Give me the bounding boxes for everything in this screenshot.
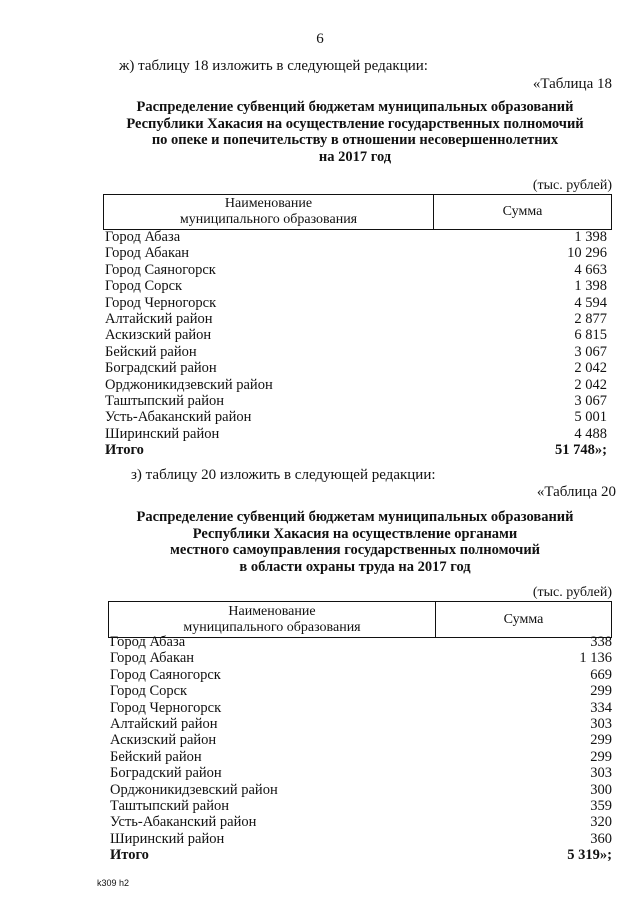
municipality-name: Бейский район [110, 748, 202, 765]
table-18-body [105, 229, 607, 458]
subvention-amount: 359 [590, 797, 612, 814]
subvention-amount: 669 [590, 666, 612, 683]
header-line: муниципального образования [183, 619, 361, 635]
table-row [110, 683, 612, 699]
subvention-amount: 320 [590, 814, 612, 831]
subvention-amount: 1 398 [574, 278, 607, 295]
table-row [110, 650, 612, 666]
subvention-amount: 2 042 [574, 376, 607, 393]
table-20-col-name-header [109, 602, 436, 637]
subvention-amount: 2 042 [574, 360, 607, 377]
total-row [105, 442, 607, 458]
table-row [105, 393, 607, 409]
total-amount: 5 319»; [567, 847, 612, 864]
municipality-name: Город Сорск [110, 683, 188, 700]
municipality-name: Аскизский район [105, 327, 212, 344]
instruction-table-20: з) таблицу 20 изложить в следующей редакции: [131, 467, 436, 483]
subvention-amount: 299 [590, 683, 612, 700]
table-18-units: (тыс. рублей) [532, 178, 612, 193]
table-18-reference: «Таблица 18 [532, 76, 612, 92]
subvention-amount: 299 [590, 748, 612, 765]
municipality-name: Город Сорск [105, 278, 183, 295]
table-20-header [108, 601, 612, 638]
header-line: Наименование [224, 196, 313, 211]
table-row [105, 229, 607, 245]
municipality-name: Боградский район [105, 360, 217, 377]
subvention-amount: 4 663 [574, 261, 607, 278]
municipality-name: Город Саяногорск [110, 666, 221, 683]
municipality-name: Ширинский район [105, 425, 220, 442]
total-amount: 51 748»; [555, 442, 607, 459]
table-row [105, 327, 607, 343]
subvention-amount: 303 [590, 715, 612, 732]
municipality-name: Город Абаза [110, 634, 186, 650]
table-20-title-line: Республики Хакасия на осуществление органами [192, 525, 518, 542]
municipality-name: Ширинский район [110, 830, 225, 847]
subvention-amount: 360 [590, 830, 612, 847]
table-18-title-line: на 2017 год [318, 148, 392, 165]
total-row [110, 847, 612, 863]
table-20-body [110, 634, 612, 863]
subvention-amount: 334 [590, 699, 612, 716]
instruction-table-18: ж) таблицу 18 изложить в следующей редакции: [119, 58, 428, 74]
municipality-name: Таштыпский район [110, 797, 230, 814]
table-row [105, 360, 607, 376]
table-20-col-sum-header: Сумма [503, 611, 544, 627]
municipality-name: Город Черногорск [110, 699, 222, 716]
municipality-name: Орджоникидзевский район [110, 781, 278, 798]
municipality-name: Город Черногорск [105, 294, 217, 311]
table-row [105, 409, 607, 425]
table-18-col-name-header [104, 195, 434, 229]
subvention-amount: 303 [590, 765, 612, 782]
municipality-name: Усть-Абаканский район [110, 814, 257, 831]
header-line: Наименование [228, 603, 316, 619]
subvention-amount: 3 067 [574, 392, 607, 409]
table-row [110, 765, 612, 781]
subvention-amount: 4 594 [574, 294, 607, 311]
table-row [105, 377, 607, 393]
subvention-amount: 5 001 [574, 409, 607, 426]
subvention-amount: 1 136 [579, 650, 612, 667]
table-18-col-sum-header: Сумма [502, 204, 543, 219]
subvention-amount: 3 067 [574, 343, 607, 360]
table-row [110, 634, 612, 650]
subvention-amount: 2 877 [574, 310, 607, 327]
table-18-header [103, 194, 612, 230]
total-label: Итого [110, 847, 149, 864]
subvention-amount: 4 488 [574, 425, 607, 442]
municipality-name: Таштыпский район [105, 392, 225, 409]
table-row [110, 749, 612, 765]
municipality-name: Алтайский район [110, 715, 218, 732]
municipality-name: Орджоникидзевский район [105, 376, 273, 393]
subvention-amount: 1 398 [574, 229, 607, 245]
table-row [105, 311, 607, 327]
table-row [110, 782, 612, 798]
table-18-title-line: Республики Хакасия на осуществление государственных полномочий [126, 115, 584, 132]
table-row [105, 262, 607, 278]
subvention-amount: 300 [590, 781, 612, 798]
page-number: 6 [316, 31, 324, 47]
table-row [110, 667, 612, 683]
subvention-amount: 6 815 [574, 327, 607, 344]
table-18-title-line: Распределение субвенций бюджетам муниципальных образований [136, 99, 574, 115]
municipality-name: Алтайский район [105, 310, 213, 327]
table-row [105, 245, 607, 261]
subvention-amount: 299 [590, 732, 612, 749]
municipality-name: Боградский район [110, 765, 222, 782]
table-row [105, 344, 607, 360]
municipality-name: Город Абакан [105, 245, 190, 262]
municipality-name: Город Абакан [110, 650, 195, 667]
table-row [110, 831, 612, 847]
table-row [110, 732, 612, 748]
table-18-title [100, 99, 610, 165]
table-row [110, 814, 612, 830]
subvention-amount: 338 [590, 634, 612, 650]
table-row [110, 700, 612, 716]
table-20-units: (тыс. рублей) [532, 585, 612, 600]
header-line: муниципального образования [179, 212, 358, 227]
table-row [105, 295, 607, 311]
table-18-title-line: по опеке и попечительству в отношении несовершеннолетних [151, 132, 559, 148]
table-row [110, 798, 612, 814]
subvention-amount: 10 296 [567, 245, 607, 262]
municipality-name: Аскизский район [110, 732, 217, 749]
table-20-title-line: Распределение субвенций бюджетам муниципальных образований [136, 509, 574, 525]
municipality-name: Бейский район [105, 343, 197, 360]
table-20-title-line: в области охраны труда на 2017 год [239, 558, 471, 575]
table-20-reference: «Таблица 20 [536, 484, 616, 500]
table-row [110, 716, 612, 732]
municipality-name: Усть-Абаканский район [105, 409, 252, 426]
footer-code: k309 h2 [97, 878, 130, 888]
municipality-name: Город Саяногорск [105, 261, 216, 278]
total-label: Итого [105, 442, 144, 459]
municipality-name: Город Абаза [105, 229, 181, 245]
table-row [105, 426, 607, 442]
table-20-title-line: местного самоуправления государственных полномочий [169, 542, 541, 558]
table-row [105, 278, 607, 294]
table-20-title [95, 509, 615, 575]
